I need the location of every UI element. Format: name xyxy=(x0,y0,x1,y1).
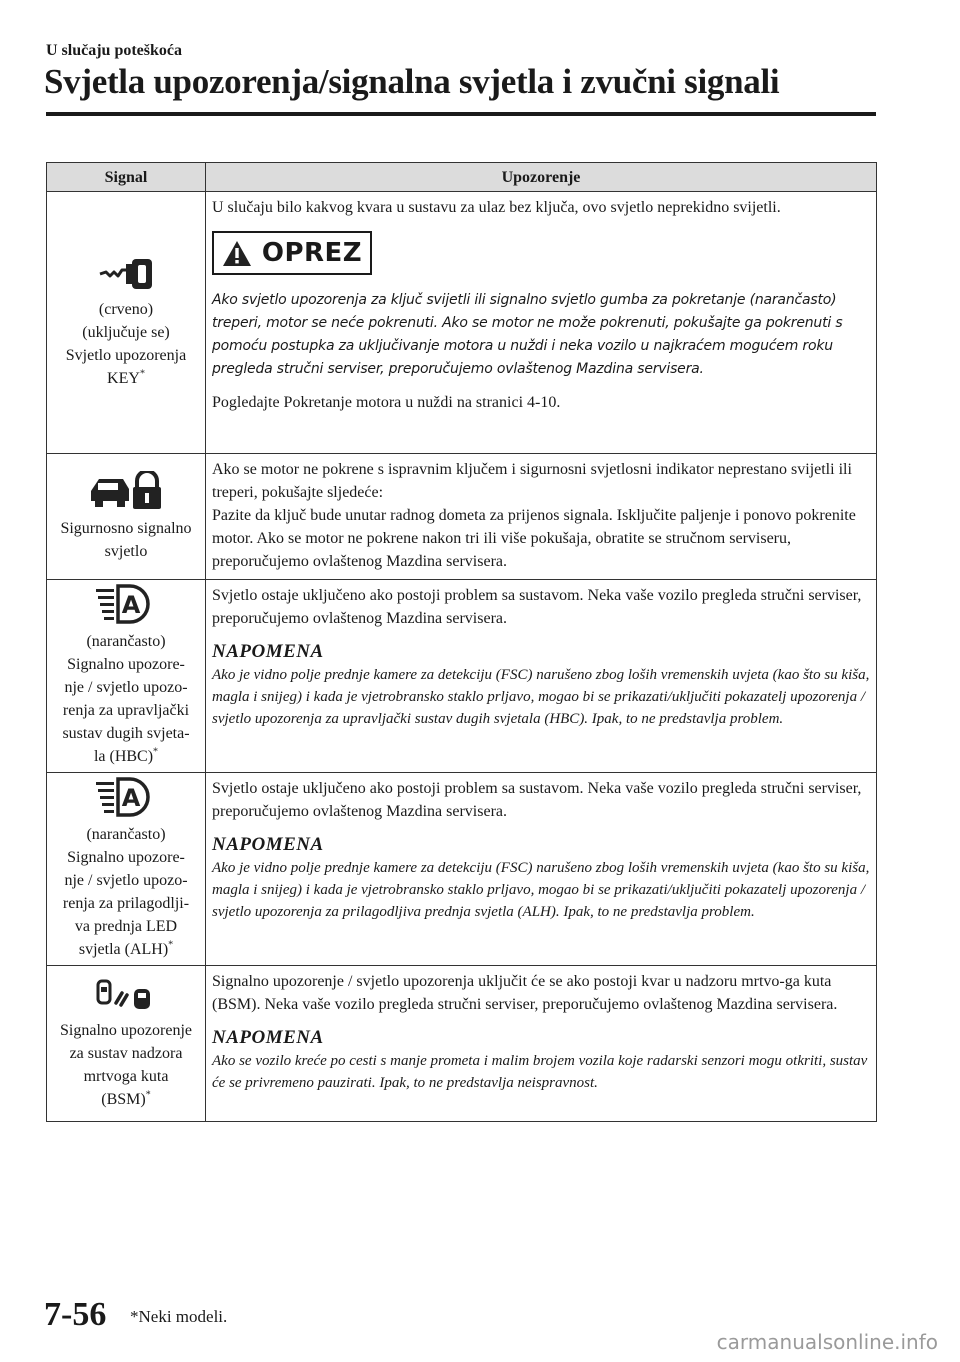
signal-label-line: za sustav nadzora xyxy=(69,1044,183,1062)
warning-text: Svjetlo ostaje uključeno ako postoji problem sa sustavom. Neka vaše vozilo pregleda stručni serviser, preporučujemo ovlaštenog Mazdina servisera. xyxy=(212,780,862,820)
table-row xyxy=(47,454,877,580)
table-row xyxy=(47,966,877,1122)
note-title: NAPOMENA xyxy=(212,834,324,855)
warning-cell xyxy=(206,966,877,1122)
footnote-marker: * xyxy=(145,1089,151,1101)
table-row xyxy=(47,192,877,454)
signal-label-line: Sigurnosno signalno xyxy=(60,519,192,537)
signal-label-line: (crveno) xyxy=(98,300,154,318)
signal-label-line: renja za upravljački xyxy=(62,702,190,719)
warning-text: U slučaju bilo kakvog kvara u sustavu za ulaz bez ključa, ovo svjetlo neprekidno svijetli. xyxy=(212,199,781,216)
signal-label-line: (uključuje se) xyxy=(82,323,170,341)
signal-cell xyxy=(47,454,206,580)
warning-triangle-icon xyxy=(222,240,252,267)
signal-label-line: nje / svjetlo upozo- xyxy=(64,679,188,696)
warning-cell xyxy=(206,454,877,580)
signal-cell xyxy=(47,966,206,1122)
signal-label-line: nje / svjetlo upozo- xyxy=(64,872,188,889)
page-number: 7-56 xyxy=(44,1296,107,1333)
note-title: NAPOMENA xyxy=(212,641,324,662)
alh-headlight-icon xyxy=(94,777,158,817)
warning-cell xyxy=(206,580,877,773)
warning-text-continued: Pazite da ključ bude unutar radnog dometa za prijenos signala. Isključite paljenje i ponovo pokrenite motor. Ako se motor ne pokrene nakon tri ili više pokušaja, obratite se stručnom serviseru, preporučujemo ovlaštenog Mazdina servisera. xyxy=(212,507,856,570)
signal-label-line: la (HBC)* xyxy=(93,746,159,765)
warning-text: Ako se motor ne pokrene s ispravnim ključem i sigurnosni svjetlosni indikator neprestano svijetli ili treperi, pokušajte sljedeće: xyxy=(212,461,852,501)
footnote: *Neki modeli. xyxy=(130,1307,228,1326)
signal-label-line: Signalno upozorenje xyxy=(60,1021,192,1039)
signal-cell xyxy=(47,580,206,773)
signal-label-line: renja za prilagodlji- xyxy=(62,895,190,912)
signal-label-line: svjetlo xyxy=(104,542,148,560)
hbc-headlight-icon xyxy=(94,584,158,624)
caution-text: Ako svjetlo upozorenja za ključ svijetli ili signalno svjetlo gumba za pokretanje (narančasto) treperi, motor se neće pokrenuti. Ako se motor ne može pokrenuti, pokušajte ga pokrenuti s pomoću postupka za uključivanje motora u nuždi i neka vozilo u najkraćem mogućem roku pregleda stručni serviser, preporučujemo ovlaštenog Mazdina servisera. xyxy=(212,292,843,377)
caution-box xyxy=(212,231,372,275)
watermark: carmanualsonline.info xyxy=(716,1330,938,1354)
signals-table xyxy=(46,162,877,1122)
table-row xyxy=(47,773,877,966)
footnote-marker: * xyxy=(153,746,159,758)
signal-label-line: (narančasto) xyxy=(86,826,166,843)
note-text: Ako se vozilo kreće po cesti s manje prometa i malim brojem vozila koje radarski senzori mogu otkriti, sustav će se privremeno pauzirati. Ipak, to ne predstavlja neispravnost. xyxy=(212,1053,868,1091)
signal-label-line: svjetla (ALH)* xyxy=(78,939,174,958)
signal-label-line: (narančasto) xyxy=(86,633,166,650)
note-title: NAPOMENA xyxy=(212,1027,324,1048)
table-row xyxy=(47,580,877,773)
security-car-lock-icon xyxy=(87,471,165,511)
table-header-row xyxy=(47,163,877,192)
signal-cell xyxy=(47,192,206,454)
caution-label: OPREZ xyxy=(261,237,363,268)
signal-cell xyxy=(47,773,206,966)
signal-label-line: mrtvoga kuta xyxy=(83,1067,169,1085)
reference-text: Pogledajte Pokretanje motora u nuždi na stranici 4-10. xyxy=(212,394,561,411)
column-header-warning: Upozorenje xyxy=(206,163,877,192)
bsm-blind-spot-icon xyxy=(94,977,158,1013)
note-text: Ako je vidno polje prednje kamere za detekciju (FSC) narušeno zbog loših vremenskih uvjeta (kao što su kiša, magla i snijeg) i kada je vjetrobransko staklo prljavo, mogao bi se prikazati/uključiti pokazatelj upozorenja / svjetlo upozorenja za prilagodljiva prednja svjetla (ALH). Ipak, to ne predstavlja problem. xyxy=(212,860,870,920)
signal-label-line: (BSM)* xyxy=(101,1089,151,1108)
note-text: Ako je vidno polje prednje kamere za detekciju (FSC) narušeno zbog loših vremenskih uvjeta (kao što su kiša, magla i snijeg) i kada je vjetrobransko staklo prljavo, mogao bi se prikazati/uključiti pokazatelj upozorenja / svjetlo upozorenja za upravljački sustav dugih svjetala (HBC). Ipak, to ne predstavlja problem. xyxy=(212,667,870,727)
warning-cell xyxy=(206,192,877,454)
footnote-marker: * xyxy=(168,939,174,951)
svg-text:A: A xyxy=(121,784,141,812)
section-label: U slučaju poteškoća xyxy=(46,42,183,59)
signal-label-line: Signalno upozore- xyxy=(67,656,185,673)
signal-label-line: KEY* xyxy=(107,368,145,387)
title-rule xyxy=(46,112,876,116)
page-title: Svjetla upozorenja/signalna svjetla i zvučni signali xyxy=(44,62,780,101)
warning-cell xyxy=(206,773,877,966)
svg-text:A: A xyxy=(121,591,141,619)
key-warning-icon xyxy=(96,256,156,292)
column-header-signal: Signal xyxy=(47,163,206,192)
signal-label-line: Signalno upozore- xyxy=(67,849,185,866)
warning-text: Svjetlo ostaje uključeno ako postoji problem sa sustavom. Neka vaše vozilo pregleda stručni serviser, preporučujemo ovlaštenog Mazdina servisera. xyxy=(212,587,862,627)
signal-label-line: Svjetlo upozorenja xyxy=(65,346,187,364)
signal-label-line: va prednja LED xyxy=(74,918,178,935)
warning-text: Signalno upozorenje / svjetlo upozorenja uključit će se ako postoji kvar u nadzoru mrtvo-ga kuta (BSM). Neka vaše vozilo pregleda stručni serviser, preporučujemo ovlaštenog Mazdina servisera. xyxy=(212,973,838,1013)
signal-label-line: sustav dugih svjeta- xyxy=(62,725,190,742)
footnote-marker: * xyxy=(139,368,145,380)
